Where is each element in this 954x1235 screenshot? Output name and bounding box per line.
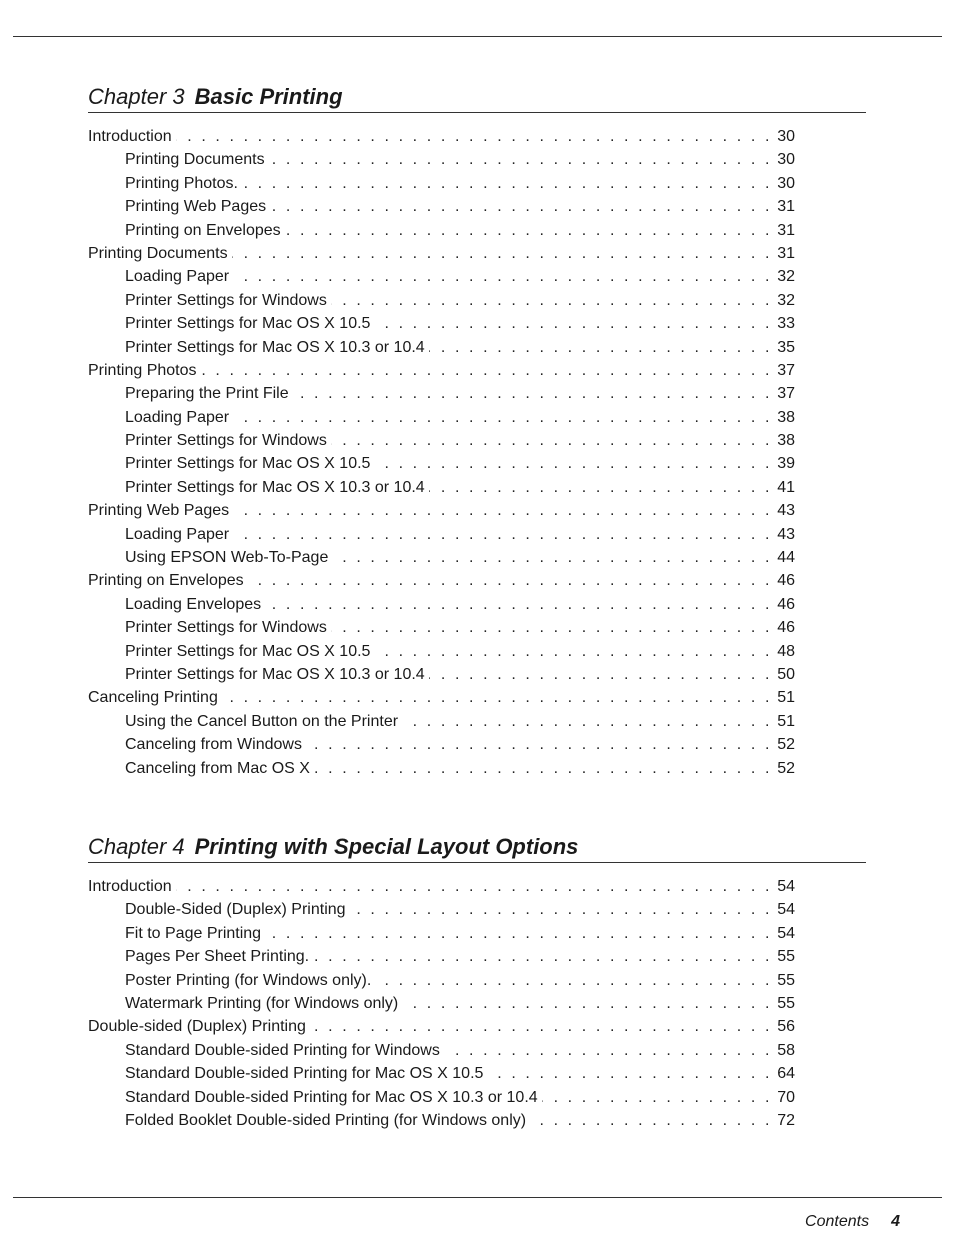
toc-page-number: 64 — [777, 1065, 795, 1083]
dot-leader — [374, 312, 772, 335]
toc-page-number: 43 — [777, 525, 795, 543]
dot-leader — [542, 1086, 772, 1109]
toc-subentry[interactable] — [88, 710, 795, 733]
toc-page-number: 46 — [777, 572, 795, 590]
toc-page-number: 54 — [777, 901, 795, 919]
toc-page-number: 30 — [777, 151, 795, 169]
toc-page-number: 70 — [777, 1088, 795, 1106]
toc-entry-title: Printing on Envelopes — [125, 221, 281, 239]
dot-leader — [222, 686, 772, 709]
toc-page-number: 58 — [777, 1041, 795, 1059]
toc-entry-title: Printing on Envelopes — [88, 572, 244, 590]
toc-entry-title: Printing Photos. — [125, 174, 238, 192]
dot-leader — [306, 733, 772, 756]
footer-rule — [13, 1197, 942, 1198]
chapter-3-section — [88, 82, 866, 780]
toc-page-number: 48 — [777, 642, 795, 660]
dot-leader — [270, 195, 772, 218]
toc-subentry[interactable] — [88, 616, 795, 639]
toc-page-number: 56 — [777, 1018, 795, 1036]
toc-page-number: 39 — [777, 455, 795, 473]
toc-page-number: 32 — [777, 291, 795, 309]
toc-entry[interactable] — [88, 359, 795, 382]
toc-entry-title: Printer Settings for Mac OS X 10.3 or 10.4 — [125, 338, 425, 356]
toc-entry-title: Printer Settings for Windows — [125, 291, 327, 309]
toc-page-number: 30 — [777, 128, 795, 145]
dot-leader — [374, 452, 772, 475]
toc-subentry[interactable] — [88, 969, 795, 992]
toc-subentry[interactable] — [88, 172, 795, 195]
toc-entry-title: Double-Sided (Duplex) Printing — [125, 901, 346, 919]
toc-entry-title: Printing Photos — [88, 361, 197, 379]
dot-leader — [293, 382, 772, 405]
dot-leader — [332, 546, 772, 569]
toc-subentry[interactable] — [88, 219, 795, 242]
toc-entry-title: Printer Settings for Mac OS X 10.5 — [125, 315, 371, 333]
chapter-title: Printing with Special Layout Options — [194, 834, 579, 859]
toc-entry-title: Printer Settings for Mac OS X 10.3 or 10.4 — [125, 478, 425, 496]
dot-leader — [429, 336, 772, 359]
toc-subentry[interactable] — [88, 312, 795, 335]
toc-entry-title: Canceling from Mac OS X — [125, 759, 310, 777]
dot-leader — [350, 898, 772, 921]
toc-entry-title: Loading Paper — [125, 408, 230, 426]
dot-leader — [265, 922, 772, 945]
toc-subentry[interactable] — [88, 640, 795, 663]
toc-page-number: 37 — [777, 385, 795, 403]
chapter-label: Chapter 3 — [88, 84, 185, 109]
toc-page-number: 55 — [777, 948, 795, 966]
toc-page-number: 41 — [777, 478, 795, 496]
toc-subentry[interactable] — [88, 992, 795, 1015]
toc-subentry[interactable] — [88, 406, 795, 429]
toc-subentry[interactable] — [88, 382, 795, 405]
toc-entry-title: Printing Web Pages — [125, 198, 267, 216]
toc-entry-title: Loading Paper — [125, 268, 230, 286]
dot-leader — [487, 1062, 772, 1085]
dot-leader — [402, 710, 772, 733]
chapter-heading — [88, 82, 866, 113]
toc-entry-title: Standard Double-sided Printing for Mac OS X 10.3 or 10.4 — [125, 1088, 538, 1106]
toc-subentry[interactable] — [88, 429, 795, 452]
toc-page-number: 51 — [777, 689, 795, 707]
toc-subentry[interactable] — [88, 476, 795, 499]
toc-page-number: 44 — [777, 549, 795, 567]
toc-entry[interactable] — [88, 686, 795, 709]
toc-subentry[interactable] — [88, 1062, 795, 1085]
toc-page-number: 52 — [777, 759, 795, 777]
toc-entry-title: Printer Settings for Mac OS X 10.5 — [125, 455, 371, 473]
toc-subentry[interactable] — [88, 336, 795, 359]
toc-page-number: 31 — [777, 198, 795, 216]
toc-entry-title: Canceling from Windows — [125, 736, 302, 754]
toc-list — [88, 125, 795, 780]
dot-leader — [233, 406, 772, 429]
dot-leader — [375, 969, 772, 992]
chapter-label: Chapter 4 — [88, 834, 185, 859]
toc-subentry[interactable] — [88, 195, 795, 218]
toc-subentry[interactable] — [88, 733, 795, 756]
toc-page-number: 55 — [777, 971, 795, 989]
toc-page-number: 37 — [777, 361, 795, 379]
toc-page-number: 51 — [777, 712, 795, 730]
header-rule — [13, 36, 942, 37]
dot-leader — [331, 429, 772, 452]
chapter-4-section — [88, 832, 866, 1132]
toc-subentry[interactable] — [88, 452, 795, 475]
toc-page-number: 46 — [777, 619, 795, 637]
dot-leader — [242, 172, 772, 195]
toc-subentry[interactable] — [88, 663, 795, 686]
chapter-heading — [88, 832, 866, 863]
toc-entry-title: Preparing the Print File — [125, 385, 289, 403]
toc-page-number: 55 — [777, 994, 795, 1012]
toc-page-number: 43 — [777, 502, 795, 520]
toc-entry[interactable] — [88, 242, 795, 265]
toc-entry[interactable] — [88, 1015, 795, 1038]
toc-entry-title: Canceling Printing — [88, 689, 218, 707]
dot-leader — [530, 1109, 772, 1132]
toc-page-number: 46 — [777, 595, 795, 613]
toc-entry-title: Printer Settings for Windows — [125, 432, 327, 450]
toc-page-number: 35 — [777, 338, 795, 356]
toc-entry-title: Poster Printing (for Windows only). — [125, 971, 372, 989]
dot-leader — [310, 1015, 772, 1038]
toc-entry-title: Introduction — [88, 878, 172, 895]
toc-entry-title: Printer Settings for Mac OS X 10.3 or 10.4 — [125, 665, 425, 683]
toc-list — [88, 875, 795, 1132]
dot-leader — [233, 523, 772, 546]
toc-page-number: 52 — [777, 736, 795, 754]
toc-subentry[interactable] — [88, 148, 795, 171]
toc-page-number: 32 — [777, 268, 795, 286]
toc-page-number: 38 — [777, 408, 795, 426]
dot-leader — [429, 663, 772, 686]
toc-subentry[interactable] — [88, 757, 795, 780]
toc-entry[interactable] — [88, 569, 795, 592]
toc-entry-title: Introduction — [88, 128, 172, 145]
toc-entry-title: Using the Cancel Button on the Printer — [125, 712, 399, 730]
footer-section-label: Contents — [805, 1213, 870, 1230]
dot-leader — [374, 640, 772, 663]
chapter-title: Basic Printing — [194, 84, 343, 109]
toc-entry-title: Loading Envelopes — [125, 595, 262, 613]
dot-leader — [233, 499, 772, 522]
toc-subentry[interactable] — [88, 289, 795, 312]
toc-entry-title: Printing Documents — [88, 244, 228, 262]
dot-leader — [285, 219, 772, 242]
toc-entry[interactable] — [88, 499, 795, 522]
page-footer — [805, 1210, 900, 1234]
toc-subentry[interactable] — [88, 945, 795, 968]
dot-leader — [232, 242, 772, 265]
toc-entry-title: Folded Booklet Double-sided Printing (for Windows only) — [125, 1111, 527, 1129]
dot-leader — [248, 569, 772, 592]
toc-subentry[interactable] — [88, 1039, 795, 1062]
toc-subentry[interactable] — [88, 546, 795, 569]
toc-entry-title: Printer Settings for Mac OS X 10.5 — [125, 642, 371, 660]
dot-leader — [331, 616, 772, 639]
dot-leader — [176, 125, 772, 148]
toc-page-number: 54 — [777, 878, 795, 895]
dot-leader — [233, 265, 772, 288]
toc-entry[interactable] — [88, 875, 795, 898]
toc-page-number: 54 — [777, 924, 795, 942]
dot-leader — [429, 476, 772, 499]
toc-entry-title: Printing Documents — [125, 151, 265, 169]
toc-entry[interactable] — [88, 125, 795, 148]
toc-subentry[interactable] — [88, 523, 795, 546]
toc-subentry[interactable] — [88, 593, 795, 616]
dot-leader — [269, 148, 772, 171]
toc-entry-title: Fit to Page Printing — [125, 924, 262, 942]
toc-entry-title: Watermark Printing (for Windows only) — [125, 994, 399, 1012]
toc-page-number: 30 — [777, 174, 795, 192]
dot-leader — [176, 875, 772, 898]
toc-entry-title: Using EPSON Web-To-Page — [125, 549, 329, 567]
toc-subentry[interactable] — [88, 922, 795, 945]
dot-leader — [402, 992, 772, 1015]
toc-page-number: 72 — [777, 1111, 795, 1129]
dot-leader — [201, 359, 772, 382]
toc-entry-title: Standard Double-sided Printing for Windows — [125, 1041, 440, 1059]
toc-page-number: 50 — [777, 665, 795, 683]
toc-page-number: 31 — [777, 221, 795, 239]
dot-leader — [331, 289, 772, 312]
toc-entry-title: Printing Web Pages — [88, 502, 230, 520]
toc-subentry[interactable] — [88, 1109, 795, 1132]
toc-entry-title: Double-sided (Duplex) Printing — [88, 1018, 306, 1036]
toc-page-number: 38 — [777, 432, 795, 450]
toc-page-number: 31 — [777, 244, 795, 262]
dot-leader — [314, 757, 772, 780]
toc-entry-title: Standard Double-sided Printing for Mac OS X 10.5 — [125, 1065, 484, 1083]
footer-page-number: 4 — [891, 1213, 900, 1230]
dot-leader — [265, 593, 772, 616]
toc-entry-title: Printer Settings for Windows — [125, 619, 327, 637]
toc-subentry[interactable] — [88, 265, 795, 288]
dot-leader — [444, 1039, 772, 1062]
toc-entry-title: Pages Per Sheet Printing. — [125, 948, 310, 966]
toc-subentry[interactable] — [88, 1086, 795, 1109]
dot-leader — [313, 945, 772, 968]
toc-subentry[interactable] — [88, 898, 795, 921]
toc-entry-title: Loading Paper — [125, 525, 230, 543]
toc-page-number: 33 — [777, 315, 795, 333]
